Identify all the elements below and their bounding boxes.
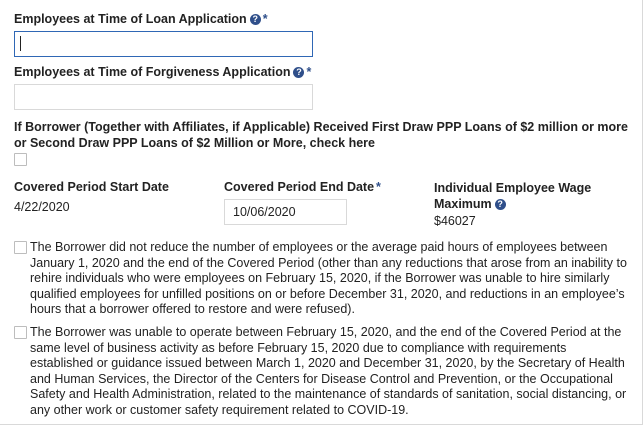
wage-max-label: Individual Employee Wage Maximum ? — [434, 181, 592, 211]
required-marker: * — [306, 65, 312, 79]
covered-start-value: 4/22/2020 — [14, 200, 70, 214]
ppp-threshold-label: If Borrower (Together with Affiliates, if Applicable) Received First Draw PPP Loans of $2 million or more or Second Draw PPP Loans of $2 Million or More, check here — [14, 120, 629, 150]
employees-forgiveness-label: Employees at Time of Forgiveness Application ? * — [14, 65, 312, 79]
text-caret — [20, 36, 21, 51]
help-icon[interactable]: ? — [293, 67, 304, 78]
covered-start-label: Covered Period Start Date — [14, 180, 169, 194]
employees-forgiveness-input[interactable] — [14, 84, 313, 110]
ppp-threshold-checkbox[interactable] — [14, 153, 27, 166]
certification-checkbox-1[interactable] — [14, 241, 27, 254]
employees-loan-input[interactable] — [14, 31, 313, 57]
covered-end-input[interactable] — [224, 199, 347, 225]
wage-max-value: $46027 — [434, 214, 476, 228]
help-icon[interactable]: ? — [495, 199, 506, 210]
employees-loan-label: Employees at Time of Loan Application ? * — [14, 12, 268, 26]
certification-checkbox-2[interactable] — [14, 326, 27, 339]
help-icon[interactable]: ? — [250, 14, 261, 25]
required-marker: * — [376, 180, 381, 194]
certification-text-2: The Borrower was unable to operate between February 15, 2020, and the end of the Covered Period at the same level of business activity as before February 15, 2020 due to compliance with requirements established or guidance issued between March 1, 2020 and December 31, 2020, by the Secretary of Health and Human Services, the Director of the Centers for Disease Control and Prevention, or the Occupational Safety and Health Administration, related to the maintenance of standards of sanitation, social distancing, or any other work or customer safety requirement related to COVID-19. — [30, 325, 627, 417]
certification-text-1: The Borrower did not reduce the number of employees or the average paid hours of employees between January 1, 2020 and the end of the Covered Period (other than any reductions that arose from an inability to rehire individuals who were employees on February 15, 2020, if the Borrower was unable to hire similarly qualified employees for unfilled positions on or before December 31, 2020, and reductions in an employee’s hours that a borrower offered to restore and were refused). — [30, 240, 627, 316]
required-marker: * — [262, 12, 268, 26]
covered-end-label: Covered Period End Date * — [224, 180, 381, 194]
